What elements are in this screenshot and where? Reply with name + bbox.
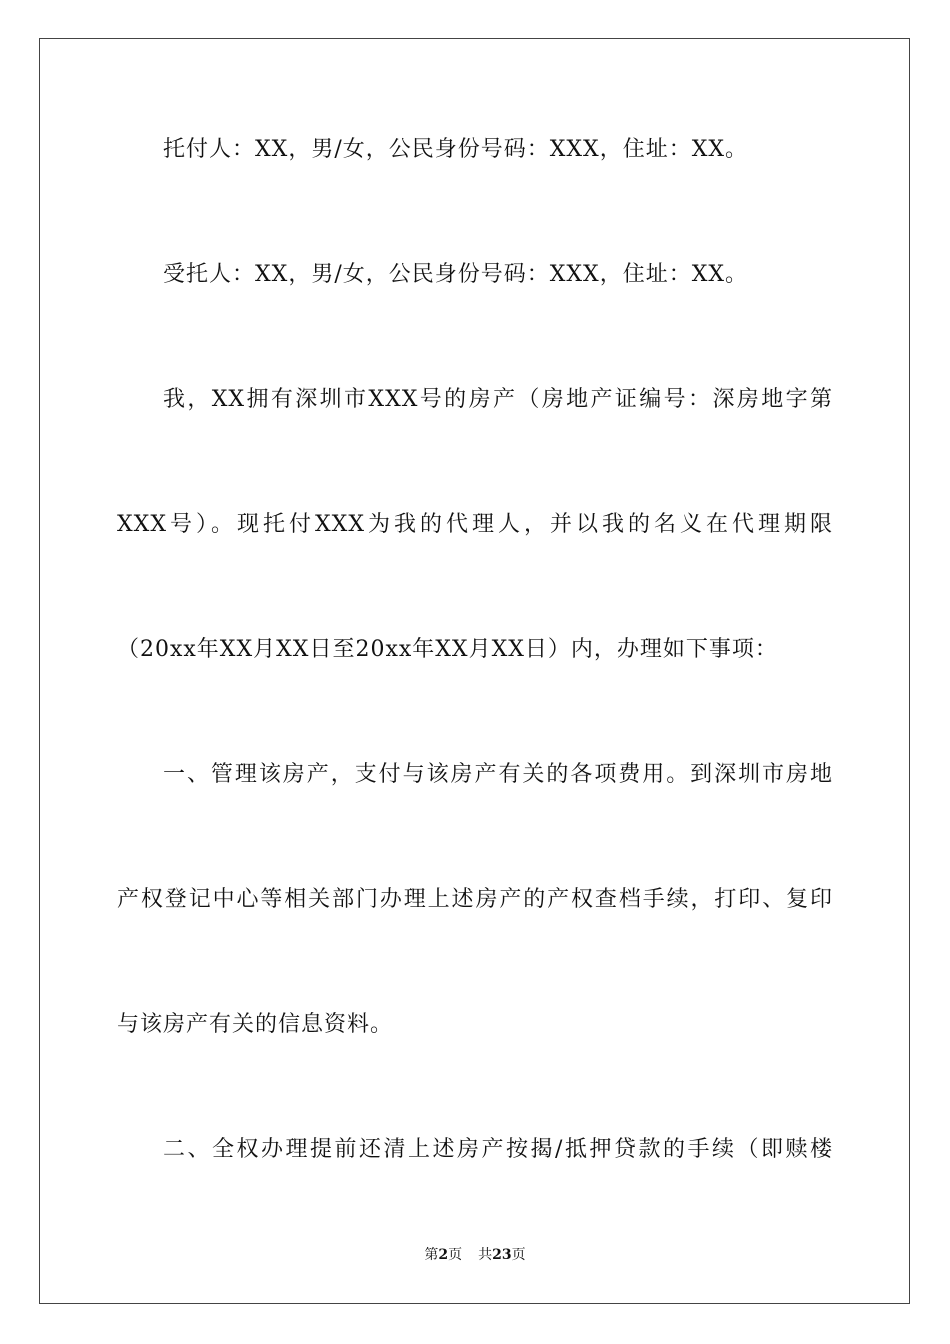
paragraph-property-line-3: （20xx年XX月XX日至20xx年XX月XX日）内，办理如下事项：	[117, 637, 778, 662]
total-pages: 23	[492, 1247, 512, 1263]
item-one-line-2: 产权登记中心等相关部门办理上述房产的产权查档手续，打印、复印	[117, 887, 833, 912]
page-label-prefix: 第	[424, 1247, 439, 1263]
item-one-line-1: 一、管理该房产，支付与该房产有关的各项费用。到深圳市房地	[163, 762, 833, 787]
total-label-suffix: 页	[511, 1247, 526, 1263]
page-border	[39, 38, 910, 1304]
item-two-line-1: 二、全权办理提前还清上述房产按揭/抵押贷款的手续（即赎楼	[163, 1137, 833, 1162]
total-label-prefix: 共	[478, 1247, 493, 1263]
item-one-line-3: 与该房产有关的信息资料。	[117, 1012, 394, 1037]
paragraph-property-line-1: 我，XX拥有深圳市XXX号的房产（房地产证编号：深房地字第	[163, 387, 833, 412]
page-number: 2	[438, 1247, 449, 1263]
page-footer	[0, 1246, 950, 1264]
paragraph-agent: 受托人：XX，男/女，公民身份号码：XXX，住址：XX。	[163, 262, 749, 287]
paragraph-principal: 托付人：XX，男/女，公民身份号码：XXX，住址：XX。	[163, 137, 749, 162]
paragraph-property-line-2: XXX号）。现托付XXX为我的代理人，并以我的名义在代理期限	[117, 512, 833, 537]
page-label-suffix: 页	[448, 1247, 463, 1263]
